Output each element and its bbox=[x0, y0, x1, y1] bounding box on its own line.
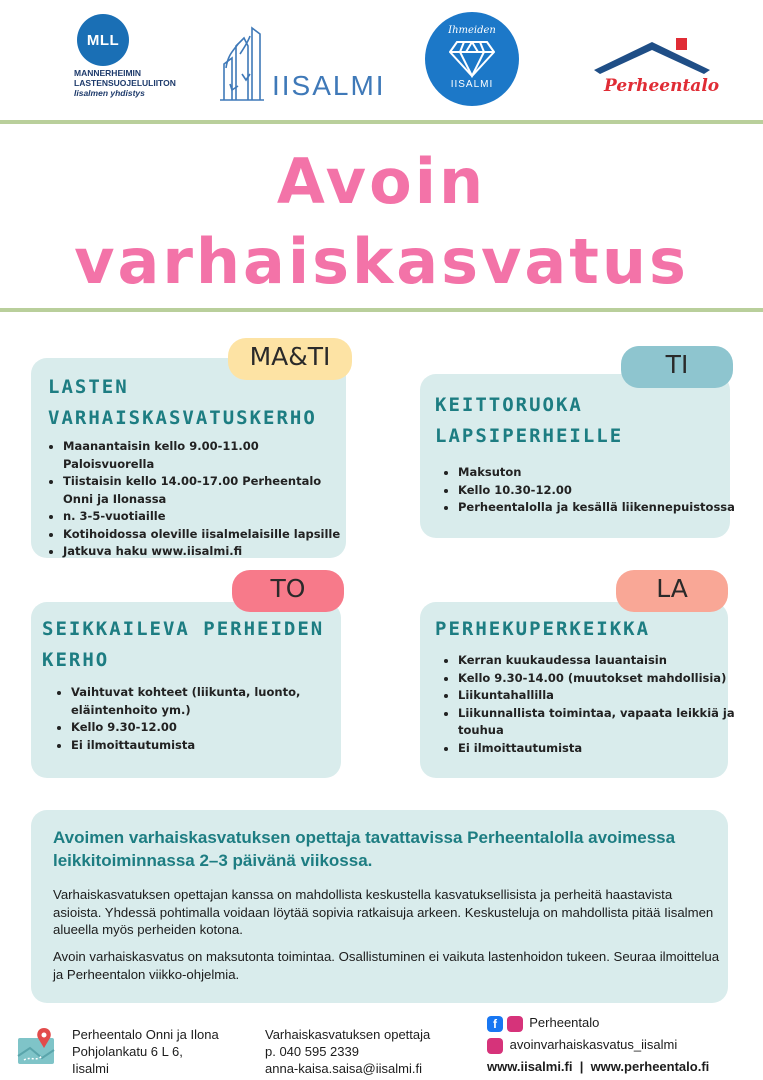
card-title-line2: VARHAISKASVATUSKERHO bbox=[48, 407, 317, 429]
list-item: • Vaihtuvat kohteet (liikunta, luonto, eläintenhoito ym.) bbox=[71, 684, 341, 719]
address-line: Perheentalo Onni ja Ilona bbox=[72, 1027, 219, 1042]
page-title-line1: Avoin bbox=[276, 145, 487, 218]
perheentalo-wordmark: Perheentalo bbox=[604, 76, 720, 96]
list-item: • Kello 9.30-12.00 bbox=[71, 719, 341, 737]
day-badge-ma-ti: MA&TI bbox=[228, 338, 352, 380]
card-title-line1: KEITTORUOKA bbox=[435, 394, 583, 416]
list-item: • Maksuton bbox=[458, 464, 738, 482]
card-title bbox=[435, 390, 623, 452]
list-item: • Ei ilmoittautumista bbox=[458, 740, 736, 758]
card-list bbox=[442, 464, 738, 517]
social-handle: avoinvarhaiskasvatus_iisalmi bbox=[509, 1037, 678, 1052]
social-handle: Perheentalo bbox=[529, 1015, 600, 1030]
list-item: • Ei ilmoittautumista bbox=[71, 737, 341, 755]
instagram-icon bbox=[487, 1038, 503, 1054]
contact-title: Varhaiskasvatuksen opettaja bbox=[265, 1027, 431, 1042]
info-box bbox=[31, 810, 728, 1003]
day-badge-to: TO bbox=[232, 570, 344, 612]
mll-logo bbox=[77, 14, 129, 66]
list-item: • Liikuntahallilla bbox=[458, 687, 736, 705]
perheentalo-logo bbox=[590, 36, 720, 102]
card-title-line2: LAPSIPERHEILLE bbox=[435, 425, 624, 447]
contact-phone[interactable]: p. 040 595 2339 bbox=[265, 1044, 359, 1059]
list-item: • Kotihoidossa oleville iisalmelaisille lapsille bbox=[63, 526, 351, 544]
info-heading: Avoimen varhaiskasvatuksen opettaja tavattavissa Perheentalolla avoimessa leikkitoiminnassa 2–3 päivänä viikossa. bbox=[53, 828, 676, 870]
day-badge-ti: TI bbox=[621, 346, 733, 388]
diamond-icon bbox=[449, 40, 495, 78]
list-item: • Tiistaisin kello 14.00-17.00 Perheentalo Onni ja Ilonassa bbox=[63, 473, 351, 508]
house-roof-icon bbox=[590, 36, 714, 78]
card-list bbox=[47, 438, 351, 561]
mll-abbr: MLL bbox=[86, 31, 120, 49]
list-item: • Kello 10.30-12.00 bbox=[458, 482, 738, 500]
card-lasten-kerho bbox=[31, 358, 346, 558]
instagram-icon bbox=[507, 1016, 523, 1032]
footer-websites[interactable]: www.iisalmi.fi | www.perheentalo.fi bbox=[487, 1059, 710, 1074]
card-list bbox=[442, 652, 736, 757]
ihmeiden-top-text: Ihmeiden bbox=[448, 25, 496, 36]
card-list bbox=[55, 684, 341, 754]
footer-address bbox=[72, 1026, 219, 1077]
card-seikkaileva-kerho bbox=[31, 602, 341, 778]
iisalmi-wordmark: IISALMI bbox=[272, 70, 386, 101]
mll-line2: LASTENSUOJELULIITON bbox=[74, 78, 176, 88]
iisalmi-crest-icon bbox=[218, 24, 270, 102]
address-line: Iisalmi bbox=[72, 1061, 109, 1076]
ihmeiden-iisalmi-logo bbox=[425, 12, 519, 106]
list-item: • Jatkuva haku www.iisalmi.fi bbox=[63, 543, 351, 561]
social-row-perheentalo[interactable] bbox=[487, 1014, 709, 1034]
card-title-line1: PERHEKUPERKEIKKA bbox=[435, 618, 651, 640]
card-title-line2: KERHO bbox=[42, 649, 110, 671]
ihmeiden-bottom-text: IISALMI bbox=[450, 79, 494, 90]
footer-social bbox=[487, 1014, 709, 1075]
list-item: • Maanantaisin kello 9.00-11.00 Paloisvuorella bbox=[63, 438, 351, 473]
list-item: • n. 3-5-vuotiaille bbox=[63, 508, 351, 526]
card-perhekuperkeikka bbox=[420, 602, 735, 778]
title-divider bbox=[0, 308, 763, 312]
mll-line3: Iisalmen yhdistys bbox=[74, 88, 145, 98]
day-badge-la: LA bbox=[616, 570, 728, 612]
card-title-line1: SEIKKAILEVA PERHEIDEN bbox=[42, 618, 325, 640]
list-item: • Kerran kuukaudessa lauantaisin bbox=[458, 652, 736, 670]
social-row-avoinvarhaiskasvatus[interactable] bbox=[487, 1036, 709, 1058]
mll-line1: MANNERHEIMIN bbox=[74, 68, 142, 78]
card-keittoruoka bbox=[420, 374, 735, 538]
map-pin-icon bbox=[16, 1026, 56, 1066]
card-title bbox=[435, 614, 650, 645]
iisalmi-logo bbox=[218, 24, 403, 102]
address-line: Pohjolankatu 6 L 6, bbox=[72, 1044, 183, 1059]
mll-logo-text bbox=[74, 68, 176, 98]
top-divider bbox=[0, 120, 763, 124]
contact-email[interactable]: anna-kaisa.saisa@iisalmi.fi bbox=[265, 1061, 422, 1076]
info-paragraph-2: Avoin varhaiskasvatus on maksutonta toimintaa. Osallistuminen ei vaikuta lastenhoidon tukeen. Seuraa ilmoittelua ja Perheentalon viikko-ohjelmia. bbox=[53, 949, 720, 982]
footer-contact bbox=[265, 1026, 430, 1077]
page-title-line2: varhaiskasvatus bbox=[74, 225, 689, 298]
card-title bbox=[42, 614, 324, 676]
info-paragraph-1: Varhaiskasvatuksen opettajan kanssa on mahdollista keskustella kasvatuksellisista ja perheitä haastavista asioista. Yhdessä pohtimalla voidaan löytää sopivia ratkaisuja arkeen. Keskusteluja on mahdollista pitää Iisalmen alueella myös perheiden kotona. bbox=[53, 887, 714, 937]
card-title bbox=[48, 372, 317, 434]
list-item: • Liikunnallista toimintaa, vapaata leikkiä ja touhua bbox=[458, 705, 736, 740]
list-item: • Perheentalolla ja kesällä liikennepuistossa bbox=[458, 499, 738, 517]
card-title-line1: LASTEN bbox=[48, 376, 129, 398]
list-item: • Kello 9.30-14.00 (muutokset mahdollisia) bbox=[458, 670, 736, 688]
facebook-icon: f bbox=[487, 1016, 503, 1032]
